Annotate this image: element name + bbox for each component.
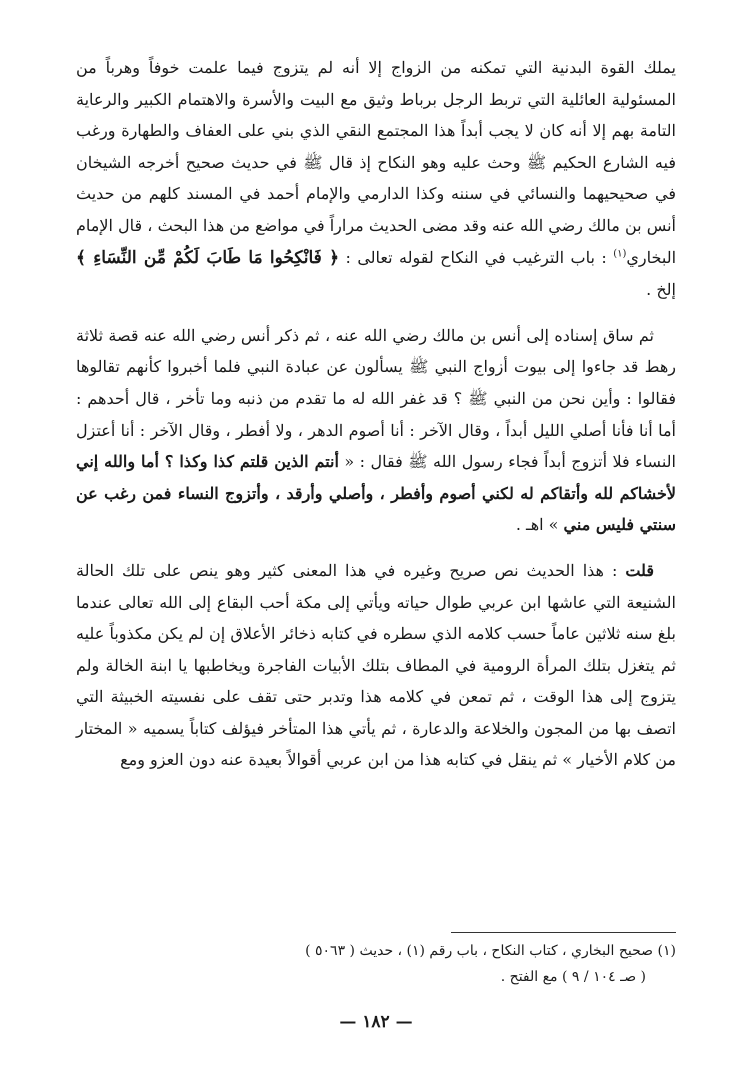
paragraph-2 — [76, 320, 676, 541]
footnote-line-2: ( صـ ١٠٤ / ٩ ) مع الفتح . — [500, 969, 646, 985]
footnote-divider — [451, 932, 676, 933]
paragraph-1-text: يملك القوة البدنية التي تمكنه من الزواج إلا أنه لم يتزوج فيما علمت خوفاً وهرباً من المسئولية العائلية التي تربط الرجل برباط وثيق مع البيت والأسرة والاهتمام الكبير والرعاية التامة بهم إلا أنه كان لا يجب أبداً هذا المجتمع النقي الذي بني على العفاف والطهارة ورغب فيه الشارع الحكيم ﷺ وحث عليه وهو النكاح إذ قال ﷺ في حديث صحيح أخرجه الشيخان في صحيحيهما والنسائي في سننه وكذا الدارمي والإمام أحمد في المسند كلهم من حديث أنس بن مالك رضي الله عنه وقد مضى الحديث مراراً في مواضع من هذا البحث ، قال الإمام البخاري — [76, 58, 677, 267]
paragraph-1-ending: إلخ . — [646, 280, 676, 300]
paragraph-3-text: : هذا الحديث نص صريح وغيره في هذا المعنى كثير وهو ينص على تلك الحالة الشنيعة التي عاشها ابن عربي طوال حياته ويأتي إلى مكة أحب البقاع إلى الله تعالى عندما بلغ سنه ثلاثين عاماً حسب كلامه الذي سطره في كتابه ذخائر الأعلاق إن لم يكن مكذوباً عليه ثم يتغزل بتلك المرأة الرومية في المطاف بتلك الأبيات الفاجرة ويخاطبها يا ابنة الخالة ولم يتزوج إلى هذا الوقت ، ثم تمعن في كلامه هذا وتدبر حتى تقف على نفسيته الخبيثة التي اتصف بها من المجون والخلاعة والدعارة ، ثم يأتي هذا المتأخر فيؤلف كتاباً يسميه « المختار من كلام الأخيار » ثم ينقل في كتابه هذا من ابن عربي أقوالاً بعيدة عنه دون العزو ومع — [76, 560, 677, 770]
quran-verse: ﴿ فَانْكِحُوا مَا طَابَ لَكُمْ مِّن النِّسَاءِ ﴾ — [76, 247, 340, 268]
qultu-label: قلت — [625, 560, 654, 580]
footnote — [76, 938, 676, 990]
paragraph-1 — [76, 52, 676, 306]
footnote-line-1: صحيح البخاري ، كتاب النكاح ، باب رقم (١) ، حديث ( ٥٠٦٣ ) — [305, 943, 654, 959]
paragraph-3 — [76, 555, 676, 776]
paragraph-2-ending: » اهـ . — [515, 515, 559, 535]
hadith-quote: أنتم الذين قلتم كذا وكذا ؟ أما والله إني لأخشاكم لله وأتقاكم له لكني أصوم وأفطر ، وأصلي وأرقد ، وأتزوج النساء فمن رغب عن سنتي فليس مني — [76, 452, 676, 535]
footnote-reference: (١) — [613, 248, 627, 260]
paragraph-1-text-cont: : باب الترغيب في النكاح لقوله تعالى : — [345, 247, 607, 267]
paragraph-2-text: ثم ساق إسناده إلى أنس بن مالك رضي الله عنه ، ثم ذكر أنس رضي الله عنه قصة ثلاثة رهط قد جاءوا إلى بيوت أزواج النبي ﷺ يسألون عن عبادة النبي فلما أخبروا كأنهم تقالوها فقالوا : وأين نحن من النبي ﷺ ؟ قد غفر الله له ما تقدم من ذنبه وما تأخر ، قال أحدهم : أما أنا فأنا أصلي الليل أبداً ، وقال الآخر : أنا أصوم الدهر ، ولا أفطر ، وقال الآخر : أنا أعتزل النساء فلا أتزوج أبداً فجاء رسول الله ﷺ فقال : « — [76, 325, 676, 472]
page-number: — ١٨٢ — — [339, 1012, 413, 1032]
book-page — [76, 52, 676, 1052]
footnote-number: (١) — [657, 943, 676, 959]
